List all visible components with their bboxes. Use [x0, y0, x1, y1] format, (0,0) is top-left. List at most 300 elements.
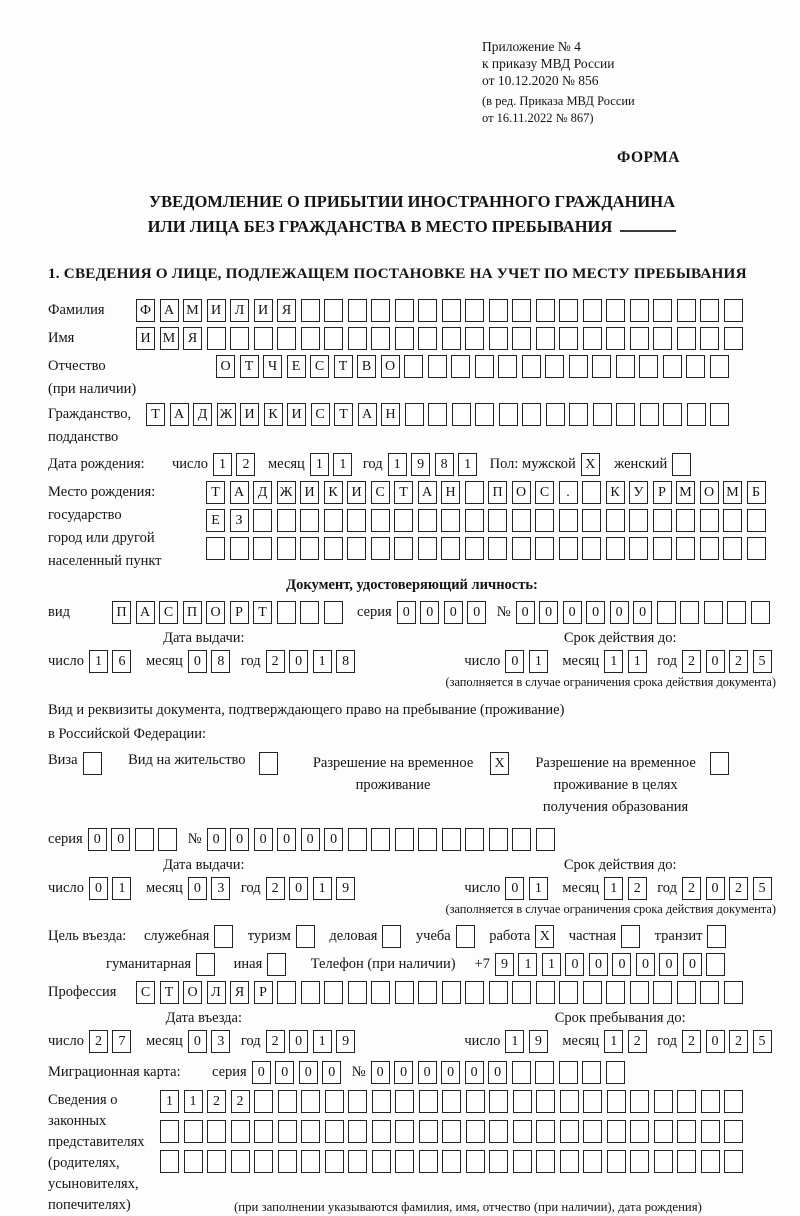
- birthplace-char-box[interactable]: [653, 537, 672, 560]
- surname-char-box[interactable]: Я: [277, 299, 296, 322]
- doc-type-char-box[interactable]: [277, 601, 296, 624]
- representative-char-box[interactable]: [536, 1090, 555, 1113]
- doc-number-box[interactable]: [727, 601, 746, 624]
- migration-seriya-box[interactable]: 0: [322, 1061, 341, 1084]
- stay-year-box[interactable]: 2: [682, 1030, 701, 1053]
- representative-char-box[interactable]: [513, 1150, 532, 1173]
- profession-char-box[interactable]: [301, 981, 320, 1004]
- profession-char-box[interactable]: Л: [207, 981, 226, 1004]
- birthplace-char-box[interactable]: [465, 481, 484, 504]
- birthplace-char-box[interactable]: [418, 509, 437, 532]
- profession-char-box[interactable]: [324, 981, 343, 1004]
- rvp-until-year-box[interactable]: 2: [682, 877, 701, 900]
- birthplace-char-box[interactable]: .: [559, 481, 578, 504]
- humanitarian-checkbox[interactable]: [196, 953, 215, 976]
- migration-seriya-box[interactable]: 0: [252, 1061, 271, 1084]
- representative-char-box[interactable]: [372, 1120, 391, 1143]
- firstname-char-box[interactable]: [442, 327, 461, 350]
- doc-number-box[interactable]: 0: [633, 601, 652, 624]
- firstname-char-box[interactable]: И: [136, 327, 155, 350]
- birthplace-char-box[interactable]: [606, 537, 625, 560]
- profession-char-box[interactable]: О: [183, 981, 202, 1004]
- birthplace-char-box[interactable]: [700, 537, 719, 560]
- birth-day-box[interactable]: 2: [236, 453, 255, 476]
- birthplace-char-box[interactable]: [676, 537, 695, 560]
- doc-number-box[interactable]: 0: [586, 601, 605, 624]
- profession-char-box[interactable]: [583, 981, 602, 1004]
- doc-until-year-box[interactable]: 5: [753, 650, 772, 673]
- birthplace-char-box[interactable]: С: [535, 481, 554, 504]
- surname-char-box[interactable]: Ф: [136, 299, 155, 322]
- birthplace-char-box[interactable]: Р: [653, 481, 672, 504]
- firstname-char-box[interactable]: [653, 327, 672, 350]
- patronymic-char-box[interactable]: [545, 355, 564, 378]
- citizenship-char-box[interactable]: К: [264, 403, 283, 426]
- surname-char-box[interactable]: [465, 299, 484, 322]
- birthplace-char-box[interactable]: [277, 509, 296, 532]
- profession-char-box[interactable]: [677, 981, 696, 1004]
- phone-digit-box[interactable]: 1: [518, 953, 537, 976]
- surname-char-box[interactable]: И: [254, 299, 273, 322]
- patronymic-char-box[interactable]: [710, 355, 729, 378]
- rvp-number-box[interactable]: [348, 828, 367, 851]
- representative-char-box[interactable]: 2: [231, 1090, 250, 1113]
- profession-char-box[interactable]: [489, 981, 508, 1004]
- patronymic-char-box[interactable]: В: [357, 355, 376, 378]
- doc-number-box[interactable]: [657, 601, 676, 624]
- migration-number-box[interactable]: 0: [441, 1061, 460, 1084]
- patronymic-char-box[interactable]: [592, 355, 611, 378]
- representative-char-box[interactable]: [372, 1090, 391, 1113]
- surname-char-box[interactable]: [653, 299, 672, 322]
- birthplace-char-box[interactable]: [582, 537, 601, 560]
- firstname-char-box[interactable]: [724, 327, 743, 350]
- citizenship-char-box[interactable]: [616, 403, 635, 426]
- representative-char-box[interactable]: [301, 1150, 320, 1173]
- birthplace-char-box[interactable]: [747, 537, 766, 560]
- doc-until-year-box[interactable]: 2: [729, 650, 748, 673]
- representative-char-box[interactable]: [466, 1150, 485, 1173]
- rvp-issue-year-box[interactable]: 0: [289, 877, 308, 900]
- rvp-seriya-box[interactable]: 0: [88, 828, 107, 851]
- citizenship-char-box[interactable]: А: [358, 403, 377, 426]
- firstname-char-box[interactable]: [583, 327, 602, 350]
- surname-char-box[interactable]: [512, 299, 531, 322]
- phone-digit-box[interactable]: 0: [612, 953, 631, 976]
- representative-char-box[interactable]: [583, 1090, 602, 1113]
- birthplace-char-box[interactable]: У: [629, 481, 648, 504]
- birthplace-char-box[interactable]: [300, 537, 319, 560]
- patronymic-char-box[interactable]: [686, 355, 705, 378]
- migration-seriya-box[interactable]: 0: [299, 1061, 318, 1084]
- doc-seriya-box[interactable]: 0: [397, 601, 416, 624]
- representative-char-box[interactable]: [395, 1150, 414, 1173]
- other-purpose-checkbox[interactable]: [267, 953, 286, 976]
- representative-char-box[interactable]: [442, 1150, 461, 1173]
- stay-day-box[interactable]: 1: [505, 1030, 524, 1053]
- representative-char-box[interactable]: [630, 1090, 649, 1113]
- temporary-residence-checkbox[interactable]: X: [490, 752, 509, 775]
- surname-char-box[interactable]: И: [207, 299, 226, 322]
- profession-char-box[interactable]: [606, 981, 625, 1004]
- representative-char-box[interactable]: [466, 1120, 485, 1143]
- rvp-number-box[interactable]: [512, 828, 531, 851]
- birthplace-char-box[interactable]: [394, 509, 413, 532]
- firstname-char-box[interactable]: [677, 327, 696, 350]
- birthplace-char-box[interactable]: З: [230, 509, 249, 532]
- firstname-char-box[interactable]: [230, 327, 249, 350]
- profession-char-box[interactable]: Я: [230, 981, 249, 1004]
- doc-issue-year-box[interactable]: 8: [336, 650, 355, 673]
- rvp-until-day-box[interactable]: 1: [529, 877, 548, 900]
- firstname-char-box[interactable]: [395, 327, 414, 350]
- rvp-number-box[interactable]: [465, 828, 484, 851]
- birthplace-char-box[interactable]: М: [723, 481, 742, 504]
- surname-char-box[interactable]: [583, 299, 602, 322]
- rvp-issue-day-box[interactable]: 0: [89, 877, 108, 900]
- firstname-char-box[interactable]: [536, 327, 555, 350]
- representative-char-box[interactable]: [630, 1120, 649, 1143]
- profession-char-box[interactable]: [418, 981, 437, 1004]
- birthplace-char-box[interactable]: [606, 509, 625, 532]
- birthplace-char-box[interactable]: [629, 537, 648, 560]
- male-checkbox[interactable]: X: [581, 453, 600, 476]
- firstname-char-box[interactable]: [254, 327, 273, 350]
- patronymic-char-box[interactable]: [522, 355, 541, 378]
- patronymic-char-box[interactable]: Е: [287, 355, 306, 378]
- citizenship-char-box[interactable]: [640, 403, 659, 426]
- representative-char-box[interactable]: [395, 1120, 414, 1143]
- representative-char-box[interactable]: [184, 1150, 203, 1173]
- doc-number-box[interactable]: [680, 601, 699, 624]
- surname-char-box[interactable]: [489, 299, 508, 322]
- representative-char-box[interactable]: [160, 1150, 179, 1173]
- doc-until-month-box[interactable]: 1: [628, 650, 647, 673]
- doc-type-char-box[interactable]: Р: [230, 601, 249, 624]
- birthplace-char-box[interactable]: [512, 537, 531, 560]
- firstname-char-box[interactable]: [512, 327, 531, 350]
- entry-month-box[interactable]: 3: [211, 1030, 230, 1053]
- representative-char-box[interactable]: [654, 1150, 673, 1173]
- citizenship-char-box[interactable]: [499, 403, 518, 426]
- birthplace-char-box[interactable]: [206, 537, 225, 560]
- stay-year-box[interactable]: 2: [729, 1030, 748, 1053]
- birthplace-char-box[interactable]: [371, 537, 390, 560]
- citizenship-char-box[interactable]: [405, 403, 424, 426]
- patronymic-char-box[interactable]: О: [381, 355, 400, 378]
- birth-day-box[interactable]: 1: [213, 453, 232, 476]
- birthplace-char-box[interactable]: О: [700, 481, 719, 504]
- entry-year-box[interactable]: 9: [336, 1030, 355, 1053]
- firstname-char-box[interactable]: [465, 327, 484, 350]
- birthplace-char-box[interactable]: [700, 509, 719, 532]
- citizenship-char-box[interactable]: [663, 403, 682, 426]
- representative-char-box[interactable]: [560, 1090, 579, 1113]
- birthplace-char-box[interactable]: [723, 537, 742, 560]
- rvp-until-year-box[interactable]: 5: [753, 877, 772, 900]
- birthplace-char-box[interactable]: М: [676, 481, 695, 504]
- birthplace-char-box[interactable]: [277, 537, 296, 560]
- surname-char-box[interactable]: [442, 299, 461, 322]
- surname-char-box[interactable]: [630, 299, 649, 322]
- firstname-char-box[interactable]: [489, 327, 508, 350]
- citizenship-char-box[interactable]: А: [170, 403, 189, 426]
- rvp-until-month-box[interactable]: 2: [628, 877, 647, 900]
- firstname-char-box[interactable]: М: [160, 327, 179, 350]
- representative-char-box[interactable]: 2: [207, 1090, 226, 1113]
- surname-char-box[interactable]: [371, 299, 390, 322]
- profession-char-box[interactable]: [630, 981, 649, 1004]
- profession-char-box[interactable]: Т: [160, 981, 179, 1004]
- citizenship-char-box[interactable]: [569, 403, 588, 426]
- representative-char-box[interactable]: [419, 1150, 438, 1173]
- doc-number-box[interactable]: 0: [563, 601, 582, 624]
- profession-char-box[interactable]: [724, 981, 743, 1004]
- birthplace-char-box[interactable]: [253, 537, 272, 560]
- birthplace-char-box[interactable]: Н: [441, 481, 460, 504]
- patronymic-char-box[interactable]: [404, 355, 423, 378]
- surname-char-box[interactable]: [536, 299, 555, 322]
- doc-issue-year-box[interactable]: 2: [266, 650, 285, 673]
- surname-char-box[interactable]: [395, 299, 414, 322]
- migration-number-box[interactable]: [559, 1061, 578, 1084]
- surname-char-box[interactable]: [301, 299, 320, 322]
- firstname-char-box[interactable]: [301, 327, 320, 350]
- citizenship-char-box[interactable]: [710, 403, 729, 426]
- birth-month-box[interactable]: 1: [310, 453, 329, 476]
- doc-type-char-box[interactable]: О: [206, 601, 225, 624]
- representative-char-box[interactable]: [677, 1150, 696, 1173]
- representative-char-box[interactable]: [325, 1120, 344, 1143]
- doc-until-day-box[interactable]: 0: [505, 650, 524, 673]
- transit-checkbox[interactable]: [707, 925, 726, 948]
- representative-char-box[interactable]: [160, 1120, 179, 1143]
- citizenship-char-box[interactable]: И: [287, 403, 306, 426]
- birthplace-char-box[interactable]: К: [324, 481, 343, 504]
- doc-type-char-box[interactable]: П: [183, 601, 202, 624]
- doc-number-box[interactable]: [751, 601, 770, 624]
- profession-char-box[interactable]: [395, 981, 414, 1004]
- birthplace-char-box[interactable]: [653, 509, 672, 532]
- visa-checkbox[interactable]: [83, 752, 102, 775]
- birthplace-char-box[interactable]: С: [371, 481, 390, 504]
- birthplace-char-box[interactable]: [629, 509, 648, 532]
- rvp-number-box[interactable]: [442, 828, 461, 851]
- study-checkbox[interactable]: [456, 925, 475, 948]
- citizenship-char-box[interactable]: [428, 403, 447, 426]
- representative-char-box[interactable]: [301, 1120, 320, 1143]
- patronymic-char-box[interactable]: [616, 355, 635, 378]
- birthplace-char-box[interactable]: [582, 481, 601, 504]
- birthplace-char-box[interactable]: [535, 537, 554, 560]
- profession-char-box[interactable]: [536, 981, 555, 1004]
- representative-char-box[interactable]: [630, 1150, 649, 1173]
- patronymic-char-box[interactable]: [569, 355, 588, 378]
- doc-seriya-box[interactable]: 0: [467, 601, 486, 624]
- entry-day-box[interactable]: 2: [89, 1030, 108, 1053]
- doc-issue-day-box[interactable]: 6: [112, 650, 131, 673]
- birthplace-char-box[interactable]: Б: [747, 481, 766, 504]
- phone-digit-box[interactable]: 9: [495, 953, 514, 976]
- firstname-char-box[interactable]: [700, 327, 719, 350]
- birthplace-char-box[interactable]: К: [606, 481, 625, 504]
- birthplace-char-box[interactable]: [371, 509, 390, 532]
- surname-char-box[interactable]: [724, 299, 743, 322]
- phone-digit-box[interactable]: 0: [659, 953, 678, 976]
- representative-char-box[interactable]: [301, 1090, 320, 1113]
- doc-type-char-box[interactable]: П: [112, 601, 131, 624]
- official-checkbox[interactable]: [214, 925, 233, 948]
- migration-number-box[interactable]: 0: [418, 1061, 437, 1084]
- profession-char-box[interactable]: [348, 981, 367, 1004]
- representative-char-box[interactable]: [701, 1120, 720, 1143]
- representative-char-box[interactable]: [372, 1150, 391, 1173]
- representative-char-box[interactable]: [607, 1150, 626, 1173]
- rvp-until-month-box[interactable]: 1: [604, 877, 623, 900]
- birthplace-char-box[interactable]: [324, 509, 343, 532]
- citizenship-char-box[interactable]: [687, 403, 706, 426]
- representative-char-box[interactable]: [184, 1120, 203, 1143]
- migration-number-box[interactable]: [606, 1061, 625, 1084]
- surname-char-box[interactable]: М: [183, 299, 202, 322]
- doc-until-year-box[interactable]: 0: [706, 650, 725, 673]
- representative-char-box[interactable]: [419, 1090, 438, 1113]
- rvp-number-box[interactable]: 0: [207, 828, 226, 851]
- profession-char-box[interactable]: [442, 981, 461, 1004]
- doc-type-char-box[interactable]: А: [136, 601, 155, 624]
- birthplace-char-box[interactable]: А: [418, 481, 437, 504]
- profession-char-box[interactable]: [371, 981, 390, 1004]
- patronymic-char-box[interactable]: С: [310, 355, 329, 378]
- representative-char-box[interactable]: [442, 1090, 461, 1113]
- birthplace-char-box[interactable]: [488, 509, 507, 532]
- stay-year-box[interactable]: 0: [706, 1030, 725, 1053]
- doc-issue-year-box[interactable]: 1: [313, 650, 332, 673]
- migration-number-box[interactable]: [512, 1061, 531, 1084]
- representative-char-box[interactable]: [607, 1120, 626, 1143]
- birthplace-char-box[interactable]: [300, 509, 319, 532]
- representative-char-box[interactable]: [278, 1120, 297, 1143]
- representative-char-box[interactable]: [536, 1120, 555, 1143]
- patronymic-char-box[interactable]: [451, 355, 470, 378]
- representative-char-box[interactable]: [207, 1150, 226, 1173]
- rvp-number-box[interactable]: 0: [324, 828, 343, 851]
- rvp-issue-month-box[interactable]: 3: [211, 877, 230, 900]
- birthplace-char-box[interactable]: [418, 537, 437, 560]
- representative-char-box[interactable]: [536, 1150, 555, 1173]
- profession-char-box[interactable]: Р: [254, 981, 273, 1004]
- firstname-char-box[interactable]: [371, 327, 390, 350]
- phone-digit-box[interactable]: 0: [565, 953, 584, 976]
- stay-month-box[interactable]: 2: [628, 1030, 647, 1053]
- phone-digit-box[interactable]: 1: [542, 953, 561, 976]
- rvp-seriya-box[interactable]: 0: [111, 828, 130, 851]
- representative-char-box[interactable]: [466, 1090, 485, 1113]
- migration-number-box[interactable]: 0: [371, 1061, 390, 1084]
- profession-char-box[interactable]: [653, 981, 672, 1004]
- doc-issue-month-box[interactable]: 8: [211, 650, 230, 673]
- birthplace-char-box[interactable]: [535, 509, 554, 532]
- birthplace-char-box[interactable]: П: [488, 481, 507, 504]
- rvp-issue-day-box[interactable]: 1: [112, 877, 131, 900]
- representative-char-box[interactable]: [701, 1090, 720, 1113]
- patronymic-char-box[interactable]: [428, 355, 447, 378]
- citizenship-char-box[interactable]: Ж: [217, 403, 236, 426]
- doc-type-char-box[interactable]: Т: [253, 601, 272, 624]
- birth-month-box[interactable]: 1: [333, 453, 352, 476]
- rvp-issue-year-box[interactable]: 9: [336, 877, 355, 900]
- rvp-seriya-box[interactable]: [135, 828, 154, 851]
- rvp-number-box[interactable]: 0: [254, 828, 273, 851]
- rvp-number-box[interactable]: [536, 828, 555, 851]
- representative-char-box[interactable]: [254, 1120, 273, 1143]
- doc-seriya-box[interactable]: 0: [420, 601, 439, 624]
- firstname-char-box[interactable]: [277, 327, 296, 350]
- birthplace-char-box[interactable]: И: [300, 481, 319, 504]
- work-checkbox[interactable]: X: [535, 925, 554, 948]
- doc-until-year-box[interactable]: 2: [682, 650, 701, 673]
- citizenship-char-box[interactable]: Т: [334, 403, 353, 426]
- representative-char-box[interactable]: [207, 1120, 226, 1143]
- stay-month-box[interactable]: 1: [604, 1030, 623, 1053]
- surname-char-box[interactable]: [559, 299, 578, 322]
- representative-char-box[interactable]: [278, 1090, 297, 1113]
- entry-day-box[interactable]: 7: [112, 1030, 131, 1053]
- representative-char-box[interactable]: [489, 1090, 508, 1113]
- citizenship-char-box[interactable]: Н: [381, 403, 400, 426]
- phone-digit-box[interactable]: [706, 953, 725, 976]
- birthplace-char-box[interactable]: Ж: [277, 481, 296, 504]
- representative-char-box[interactable]: [348, 1120, 367, 1143]
- phone-digit-box[interactable]: 0: [683, 953, 702, 976]
- birthplace-char-box[interactable]: Д: [253, 481, 272, 504]
- doc-until-day-box[interactable]: 1: [529, 650, 548, 673]
- migration-number-box[interactable]: [582, 1061, 601, 1084]
- rvp-until-year-box[interactable]: 0: [706, 877, 725, 900]
- rvp-number-box[interactable]: [395, 828, 414, 851]
- rvp-seriya-box[interactable]: [158, 828, 177, 851]
- birthplace-char-box[interactable]: [347, 509, 366, 532]
- birthplace-char-box[interactable]: [230, 537, 249, 560]
- rvp-until-year-box[interactable]: 2: [729, 877, 748, 900]
- birthplace-char-box[interactable]: [512, 509, 531, 532]
- citizenship-char-box[interactable]: И: [240, 403, 259, 426]
- profession-char-box[interactable]: [465, 981, 484, 1004]
- representative-char-box[interactable]: 1: [184, 1090, 203, 1113]
- representative-char-box[interactable]: [254, 1150, 273, 1173]
- birth-year-box[interactable]: 1: [458, 453, 477, 476]
- doc-number-box[interactable]: 0: [610, 601, 629, 624]
- representative-char-box[interactable]: [489, 1150, 508, 1173]
- birthplace-char-box[interactable]: [441, 509, 460, 532]
- birthplace-char-box[interactable]: [559, 509, 578, 532]
- citizenship-char-box[interactable]: Т: [146, 403, 165, 426]
- birthplace-char-box[interactable]: [324, 537, 343, 560]
- patronymic-char-box[interactable]: Т: [334, 355, 353, 378]
- doc-number-box[interactable]: 0: [539, 601, 558, 624]
- birthplace-char-box[interactable]: [394, 537, 413, 560]
- representative-char-box[interactable]: [348, 1150, 367, 1173]
- migration-number-box[interactable]: 0: [465, 1061, 484, 1084]
- firstname-char-box[interactable]: [324, 327, 343, 350]
- birth-year-box[interactable]: 9: [411, 453, 430, 476]
- representative-char-box[interactable]: [395, 1090, 414, 1113]
- patronymic-char-box[interactable]: [498, 355, 517, 378]
- doc-issue-month-box[interactable]: 0: [188, 650, 207, 673]
- citizenship-char-box[interactable]: [475, 403, 494, 426]
- surname-char-box[interactable]: А: [160, 299, 179, 322]
- migration-number-box[interactable]: 0: [394, 1061, 413, 1084]
